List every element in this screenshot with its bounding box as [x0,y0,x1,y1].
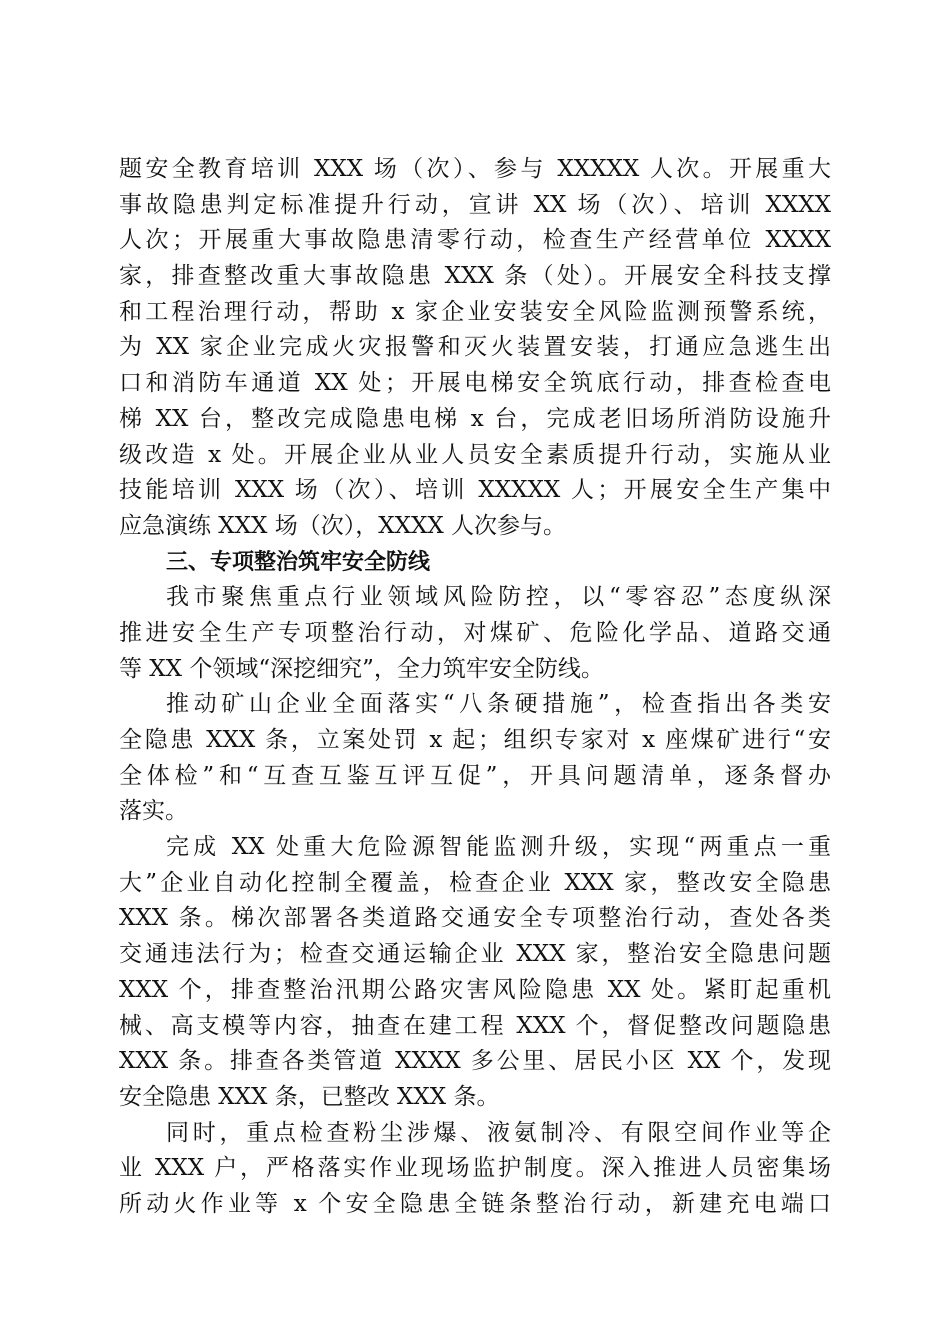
text-line: 口和消防车通道 XX 处；开展电梯安全筑底行动，排查检查电 [119,370,831,397]
text-line: 和工程治理行动，帮助 x 家企业安装安全风险监测预警系统， [119,298,831,325]
text-line: 大”企业自动化控制全覆盖，检查企业 XXX 家，整改安全隐患 [119,869,831,896]
text-line: 级改造 x 处。开展企业从业人员安全素质提升行动，实施从业 [119,441,831,468]
text-line: 械、高支模等内容，抽查在建工程 XXX 个，督促整改问题隐患 [119,1012,831,1039]
text-line: 为 XX 家企业完成火灾报警和灭火装置安装，打通应急逃生出 [119,334,831,361]
text-line: 我市聚焦重点行业领域风险防控，以“零容忍”态度纵深 [166,584,831,611]
text-line: XXX 个，排查整治汛期公路灾害风险隐患 XX 处。紧盯起重机 [119,976,831,1003]
text-line: 全隐患 XXX 条，立案处罚 x 起；组织专家对 x 座煤矿进行“安 [119,727,831,753]
text-line: 落实。 [119,798,188,825]
paragraph-key-inspections [119,1116,831,1223]
text-line: 题安全教育培训 XXX 场（次）、参与 XXXXX 人次。开展重大 [119,156,831,182]
text-line: XXX 条。排查各类管道 XXXX 多公里、居民小区 XX 个，发现 [119,1048,831,1075]
document-body [119,152,831,1223]
paragraph-mining [119,687,831,830]
text-line: 所动火作业等 x 个安全隐患全链条整治行动，新建充电端口 [119,1190,831,1217]
paragraph-work-summary [119,152,831,545]
text-line: 推动矿山企业全面落实“八条硬措施”，检查指出各类安 [166,691,831,718]
text-line: 交通违法行为；检查交通运输企业 XXX 家，整治安全隐患问题 [119,941,831,968]
text-line: 安全隐患 XXX 条，已整改 XXX 条。 [119,1083,500,1110]
text-line: 等 XX 个领域“深挖细究”，全力筑牢安全防线。 [119,655,604,682]
text-line: 事故隐患判定标准提升行动，宣讲 XX 场（次）、培训 XXXX [119,191,831,218]
text-line: 推进安全生产专项整治行动，对煤矿、危险化学品、道路交通 [119,619,831,646]
text-line: 技能培训 XXX 场（次）、培训 XXXXX 人；开展安全生产集中 [119,477,831,504]
text-line: 人次；开展重大事故隐患清零行动，检查生产经营单位 XXXX [119,227,831,254]
text-line: 全体检”和“互查互鉴互评互促”，开具问题清单，逐条督办 [119,762,831,789]
text-line: 业 XXX 户，严格落实作业现场监护制度。深入推进人员密集场 [119,1155,831,1182]
text-line: 同时，重点检查粉尘涉爆、液氨制冷、有限空间作业等企 [166,1119,831,1146]
text-line: 梯 XX 台，整改完成隐患电梯 x 台，完成老旧场所消防设施升 [119,405,831,432]
text-line: 应急演练 XXX 场（次），XXXX 人次参与。 [119,512,567,539]
paragraph-focus-overview [119,580,831,687]
text-line: XXX 条。梯次部署各类道路交通安全专项整治行动，查处各类 [119,905,831,932]
paragraph-hazard-sources [119,830,831,1116]
section-heading: 三、专项整治筑牢安全防线 [166,549,431,575]
text-line: 完成 XX 处重大危险源智能监测升级，实现“两重点一重 [166,834,831,861]
text-line: 家，排查整改重大事故隐患 XXX 条（处）。开展安全科技支撑 [119,263,831,290]
